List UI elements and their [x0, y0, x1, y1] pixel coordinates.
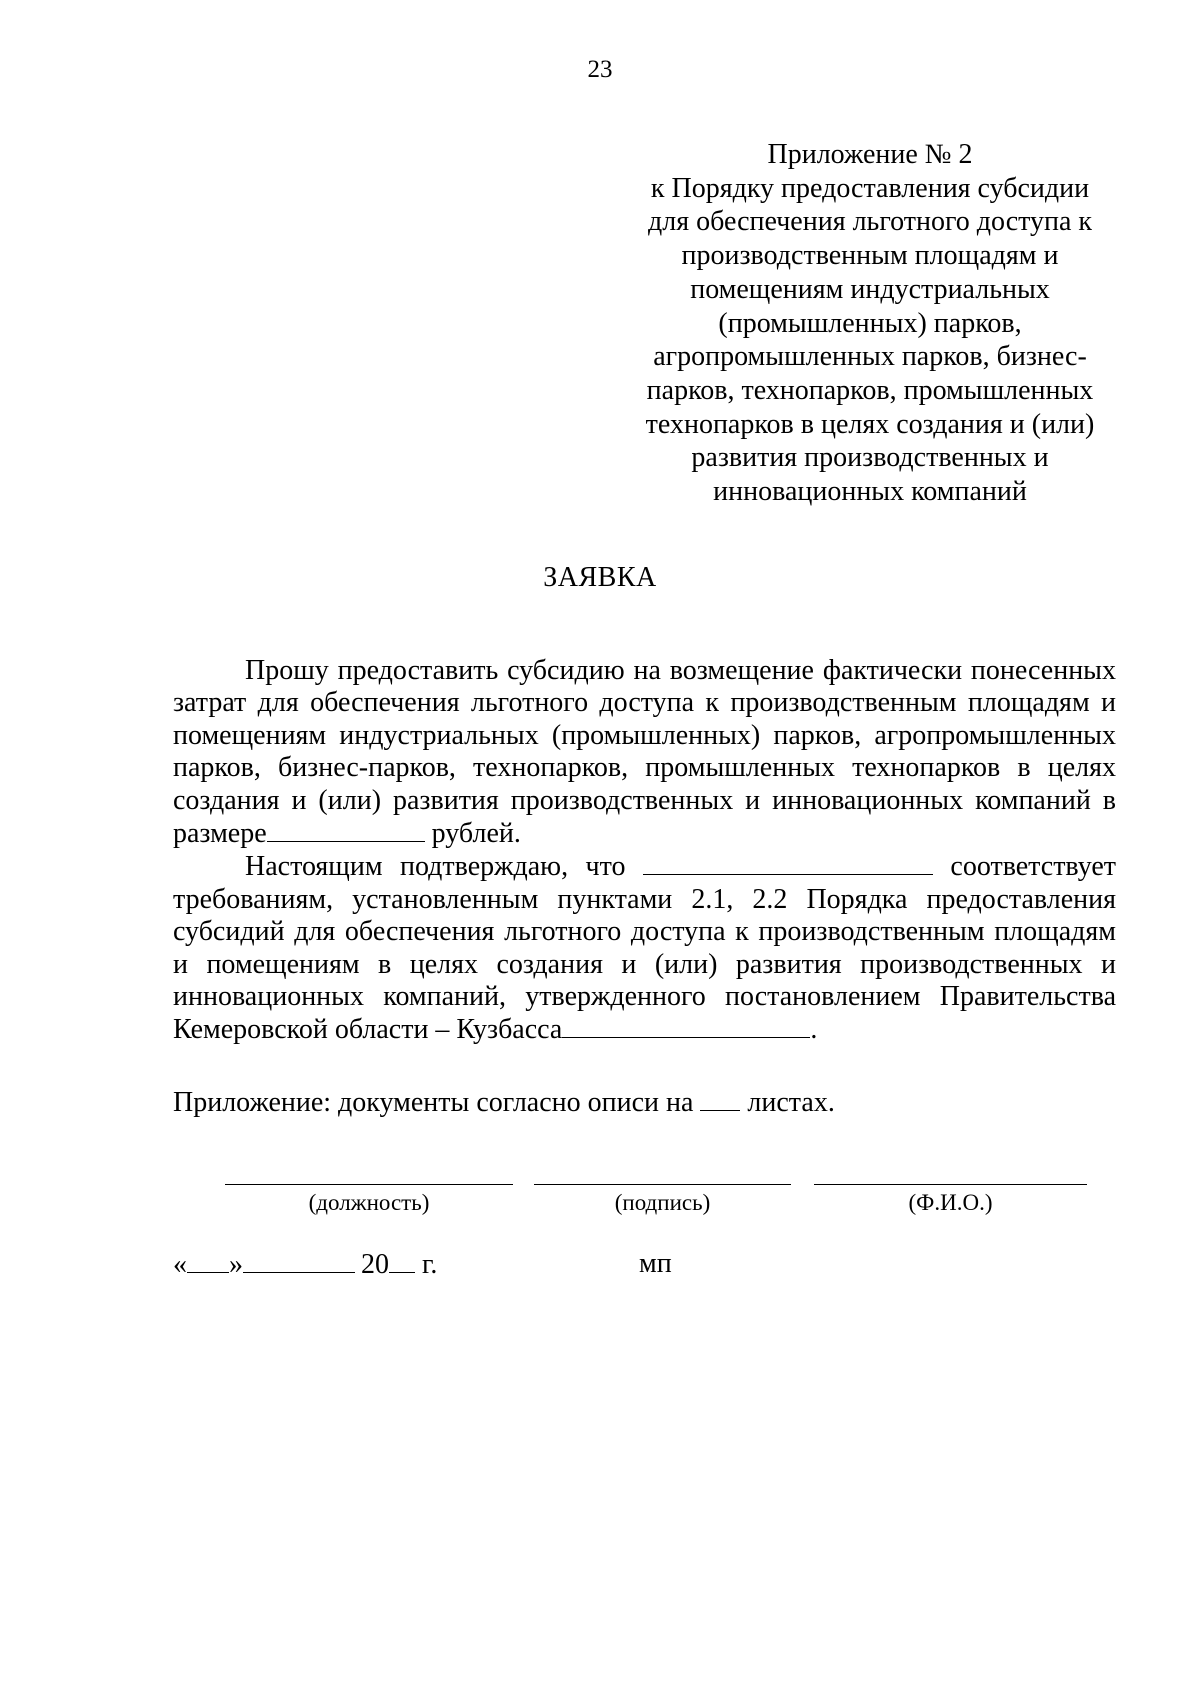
appendix-line: помещениям индустриальных	[690, 273, 1050, 305]
stamp-placeholder: мп	[639, 1248, 672, 1279]
year-suffix: г.	[415, 1249, 438, 1280]
day-blank[interactable]	[187, 1248, 229, 1273]
appendix-line: инновационных компаний	[713, 476, 1027, 508]
sheet-count-blank[interactable]	[700, 1086, 740, 1111]
appendix-line: производственным площадям и	[681, 240, 1059, 272]
position-line[interactable]	[225, 1184, 513, 1185]
appendix-line: Приложение № 2	[767, 139, 973, 170]
request-text: Прошу предоставить субсидию на возмещение фактически понесенных затрат для обеспечения льготного доступа к производственным площадям и помещениям индустриальных (промышленных) парков, агропромышленных парков, бизнес-парков, технопарков, промышленных технопарков в целях создания и (или) развития производственных и инновационных компаний в размере	[173, 655, 1116, 850]
appendix-line: парков, технопарков, промышленных	[646, 374, 1094, 406]
appendix-line: к Порядку предоставления субсидии	[650, 172, 1090, 204]
page-number: 23	[587, 56, 613, 83]
appendix-line: агропромышленных парков, бизнес-	[653, 341, 1087, 373]
document-title: ЗАЯВКА	[543, 562, 657, 593]
appendix-line: для обеспечения льготного доступа к	[647, 206, 1093, 238]
appendix-line: (промышленных) парков,	[718, 307, 1022, 339]
appendix-line: развития производственных и	[691, 442, 1049, 474]
request-text-end: рублей.	[424, 818, 521, 850]
signature-label: (подпись)	[614, 1190, 711, 1215]
month-blank[interactable]	[243, 1248, 355, 1273]
attachment-text-end: листах.	[740, 1087, 835, 1118]
attachment-line	[173, 1086, 835, 1119]
name-label: (Ф.И.О.)	[908, 1190, 993, 1215]
amount-blank[interactable]	[267, 817, 425, 842]
application-body	[173, 655, 1116, 1047]
confirmation-text: соответствует требованиям, установленным пунктами 2.1, 2.2 Порядка предоставления субсидий для обеспечения льготного доступа к производственным площадям и помещениям в целях создания и (или) развития производственных и инновационных компаний, утвержденного постановлением Правительства Кемеровской области – Кузбасса	[173, 851, 1116, 1046]
date-open-quote: «	[173, 1249, 187, 1280]
appendix-header	[620, 138, 1120, 509]
date-close-quote: »	[229, 1249, 243, 1280]
signature-line[interactable]	[534, 1184, 791, 1185]
request-paragraph	[173, 655, 1116, 850]
confirmation-paragraph	[173, 850, 1116, 1046]
company-name-blank[interactable]	[643, 850, 933, 875]
year-prefix: 20	[361, 1249, 389, 1280]
confirmation-text-end: .	[810, 1014, 818, 1046]
attachment-text: Приложение: документы согласно описи на	[173, 1087, 701, 1118]
name-line[interactable]	[814, 1184, 1087, 1185]
resolution-blank[interactable]	[562, 1013, 810, 1038]
position-label: (должность)	[308, 1190, 430, 1215]
appendix-line: технопарков в целях создания и (или)	[645, 408, 1095, 440]
confirmation-text-start: Настоящим подтверждаю, что	[245, 851, 643, 883]
year-blank[interactable]	[389, 1248, 415, 1273]
date-line	[173, 1248, 437, 1281]
